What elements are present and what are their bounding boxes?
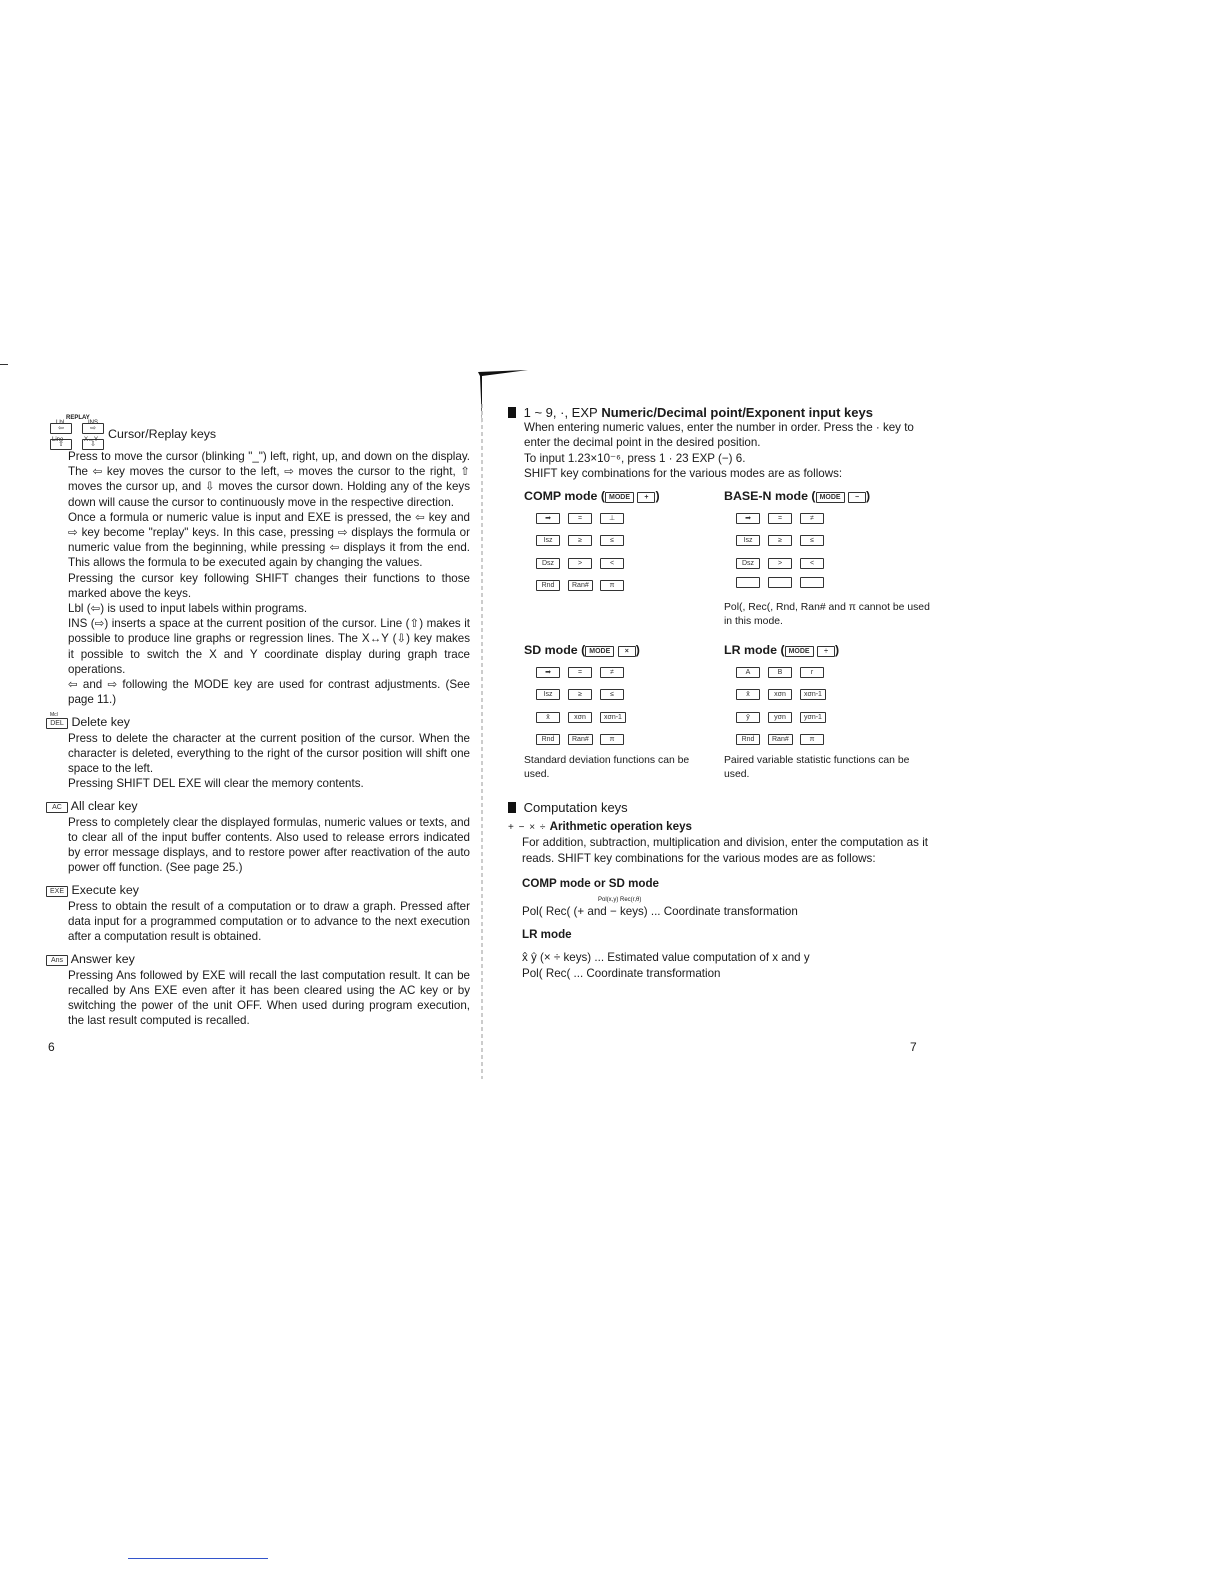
shift-function-key[interactable]: [736, 577, 760, 588]
shift-function-key[interactable]: Rnd: [536, 734, 560, 745]
paragraph: SHIFT key combinations for the various modes are as follows:: [524, 466, 843, 480]
shift-function-key[interactable]: Isz: [736, 535, 760, 546]
mcl-label: Mcl: [50, 712, 58, 719]
left-page: [46, 405, 470, 1028]
delete-section: [46, 712, 470, 791]
shift-function-key[interactable]: xσn-1: [800, 689, 826, 700]
arith-keys: + − × ÷: [508, 822, 547, 834]
arith-text: For addition, subtraction, multiplication and division, enter the computation as it reads. SHIFT key combinations for the various modes are as follows:: [522, 836, 928, 865]
mode-key[interactable]: MODE: [605, 492, 634, 503]
shift-function-key[interactable]: A: [736, 667, 760, 678]
numeric-body: [524, 420, 928, 481]
down-arrow-key[interactable]: ⇩: [82, 439, 104, 450]
shift-function-key[interactable]: Isz: [536, 689, 560, 700]
paragraph: Press to completely clear the displayed formulas, numeric values or texts, and to clear all of the input buffer contents. Also used to release errors indicated by error message displays, and to restore power after reactivation of the auto power off function. (See page 25.): [68, 815, 470, 875]
lr-title: LR mode: [522, 928, 572, 942]
shift-function-key[interactable]: Dsz: [736, 558, 760, 569]
paragraph: Press to move the cursor (blinking "_") left, right, up, and down on the display. The ⇦ key moves the cursor to the left, ⇨ moves the cursor to the right, ⇧ moves the cursor up, and ⇩ moves the cursor down. Holding any of the keys down will cause the cursor to continuously move in the respective direction.: [68, 450, 470, 509]
mode-title: BASE-N mode (: [724, 489, 816, 504]
mode-title-end: ): [835, 643, 840, 658]
lr-line-2: Pol( Rec( ... Coordinate transformation: [522, 966, 721, 980]
shift-function-key[interactable]: π: [600, 734, 624, 745]
mode-note: Standard deviation functions can be used.: [524, 755, 690, 781]
shift-function-key[interactable]: ≥: [568, 689, 592, 700]
cursor-replay-title: Cursor/Replay keys: [108, 427, 217, 441]
shift-function-key[interactable]: <: [800, 558, 824, 569]
shift-function-key[interactable]: Rnd: [536, 580, 560, 591]
paragraph: INS (⇨) inserts a space at the current position of the cursor. Line (⇧) makes it possible to produce line graphs or regression lines. The X↔Y (⇩) key makes it possible to switch the X and Y coordinate display during graph trace operations.: [68, 617, 470, 676]
arith-title: Arithmetic operation keys: [549, 820, 692, 834]
section-marker: [508, 802, 516, 813]
up-arrow-key[interactable]: ⇧: [50, 439, 72, 450]
all-clear-title: All clear key: [70, 799, 138, 814]
numeric-section: [508, 405, 928, 782]
comp-sd-title: COMP mode or SD mode: [522, 876, 659, 890]
shift-function-key[interactable]: ≤: [600, 689, 624, 700]
paragraph: Press to delete the character at the current position of the cursor. When the character is deleted, everything to the right of the cursor position will shift one space to the left.: [68, 731, 470, 776]
mode-keys: [736, 510, 934, 593]
shift-function-key[interactable]: >: [568, 558, 592, 569]
mode-note: Paired variable statistic functions can be used.: [724, 755, 910, 781]
mode-block: [524, 643, 712, 782]
shift-function-key[interactable]: ≤: [800, 535, 824, 546]
shift-function-key[interactable]: Ran#: [568, 734, 593, 745]
execute-section: [46, 883, 470, 944]
section-marker: [508, 407, 516, 418]
shift-function-key[interactable]: =: [568, 667, 592, 678]
shift-function-key[interactable]: Rnd: [736, 734, 760, 745]
mode-title: COMP mode (: [524, 489, 606, 504]
mode-block: [724, 643, 934, 782]
bottom-rule: [128, 1558, 268, 1559]
numeric-title: Numeric/Decimal point/Exponent input keys: [601, 405, 873, 420]
mode-sub-key[interactable]: −: [848, 492, 866, 503]
shift-function-key[interactable]: r: [800, 667, 824, 678]
lr-line-1: x̂ ŷ (× ÷ keys) ... Estimated value computation of x and y: [522, 951, 810, 965]
shift-function-key[interactable]: ≤: [600, 535, 624, 546]
mode-title-end: ): [866, 489, 871, 504]
delete-title: Delete key: [71, 715, 130, 730]
mode-block: [524, 489, 712, 629]
shift-function-key[interactable]: ➡: [536, 513, 560, 524]
mode-sub-key[interactable]: +: [637, 492, 655, 503]
shift-function-key[interactable]: ≠: [800, 513, 824, 524]
shift-function-key[interactable]: ≠: [600, 667, 624, 678]
shift-function-key[interactable]: xσn-1: [600, 712, 626, 723]
shift-function-key[interactable]: π: [800, 734, 824, 745]
all-clear-body: [68, 815, 470, 876]
mode-key[interactable]: MODE: [816, 492, 845, 503]
mode-key[interactable]: MODE: [585, 646, 614, 657]
computation-section: [508, 800, 928, 981]
line-label: Line: [52, 437, 64, 443]
answer-section: [46, 952, 470, 1028]
shift-function-key[interactable]: ➡: [536, 667, 560, 678]
comp-sd-sup: Pol(x,y) Rec(r,θ): [598, 897, 642, 904]
computation-title: Computation keys: [523, 800, 628, 816]
shift-function-key[interactable]: π: [600, 580, 624, 591]
shift-function-key[interactable]: ȳ: [736, 712, 760, 723]
shift-function-key[interactable]: x̄: [536, 712, 560, 723]
shift-function-key[interactable]: ≥: [768, 535, 792, 546]
answer-body: [68, 968, 470, 1029]
ins-label: INS: [88, 420, 99, 426]
paragraph: Once a formula or numeric value is input and EXE is pressed, the ⇦ key and ⇨ key become "replay" keys. In this case, pressing ⇨ displays the formula or numeric value from the beginning, while pressing ⇦ displays it from the end. This allows the formula to be executed again by changing the values.: [68, 510, 470, 570]
paragraph: To input 1.23×10⁻⁶, press 1 · 23 EXP (−) 6.: [524, 451, 746, 465]
shift-function-key[interactable]: B: [768, 667, 792, 678]
shift-function-key[interactable]: =: [568, 513, 592, 524]
paragraph: Pressing SHIFT DEL EXE will clear the memory contents.: [68, 777, 364, 791]
shift-function-key[interactable]: x̄: [736, 689, 760, 700]
shift-function-key[interactable]: xσn: [568, 712, 592, 723]
shift-function-key[interactable]: ➡: [736, 513, 760, 524]
shift-function-key[interactable]: Dsz: [536, 558, 560, 569]
mode-sub-key[interactable]: ×: [618, 646, 636, 657]
mode-title-end: ): [635, 643, 640, 658]
shift-function-key[interactable]: Ran#: [768, 734, 793, 745]
replay-label: REPLAY: [66, 415, 90, 421]
paragraph: ⇦ and ⇨ following the MODE key are used for contrast adjustments. (See page 11.): [68, 678, 470, 707]
shift-function-key[interactable]: Isz: [536, 535, 560, 546]
paragraph: Press to obtain the result of a computation or to draw a graph. Pressed after data input for a programmed computation or to advance to the next execution after a computation result is obtained.: [68, 899, 470, 944]
mode-block: [724, 489, 934, 629]
left-arrow-key[interactable]: ⇦: [50, 423, 72, 434]
shift-function-key[interactable]: [800, 577, 824, 588]
mode-keys: [536, 510, 712, 592]
shift-function-key[interactable]: yσn-1: [800, 712, 826, 723]
shift-function-key[interactable]: ≥: [568, 535, 592, 546]
mode-note: Pol(, Rec(, Rnd, Ran# and π cannot be used in this mode.: [724, 602, 930, 628]
paragraph: Pressing Ans followed by EXE will recall the last computation result. It can be recalled by Ans EXE even after it has been cleared using the AC key or by switching the power of the unit OFF. When used during program execution, the last result computed is recalled.: [68, 968, 470, 1028]
mode-title: SD mode (: [524, 643, 586, 658]
mode-key[interactable]: MODE: [785, 646, 814, 657]
shift-function-key[interactable]: =: [768, 513, 792, 524]
mode-title-end: ): [655, 489, 660, 504]
shift-function-key[interactable]: xσn: [768, 689, 792, 700]
numeric-keys-title: 1 ~ 9, ·, EXP: [523, 405, 598, 420]
mode-title: LR mode (: [724, 643, 785, 658]
mode-keys: [536, 664, 712, 746]
margin-dash: [0, 364, 8, 365]
shift-function-key[interactable]: ⊥: [600, 513, 624, 524]
del-key[interactable]: DEL: [46, 718, 68, 729]
execute-body: [68, 899, 470, 945]
page-number-left: 6: [48, 1040, 55, 1054]
lbl-label: Lbl: [56, 420, 65, 426]
mode-keys: [736, 664, 934, 746]
delete-body: [68, 731, 470, 792]
paragraph: Pressing the cursor key following SHIFT changes their functions to those marked above the keys.: [68, 571, 470, 600]
paragraph: When entering numeric values, enter the number in order. Press the · key to enter the decimal point in the desired position.: [524, 421, 914, 450]
mode-sub-key[interactable]: ÷: [817, 646, 835, 657]
shift-function-key[interactable]: [768, 577, 792, 588]
xy-label: X↔Y: [84, 437, 99, 443]
execute-title: Execute key: [71, 883, 139, 898]
paragraph: Lbl (⇦) is used to input labels within programs.: [68, 602, 308, 616]
comp-sd-line: Pol( Rec( (+ and − keys) ... Coordinate transformation: [522, 905, 798, 919]
mode-grid: [524, 489, 928, 782]
exe-key[interactable]: EXE: [46, 886, 68, 897]
shift-function-key[interactable]: yσn: [768, 712, 792, 723]
answer-title: Answer key: [70, 952, 135, 967]
page-number-right: 7: [910, 1040, 917, 1054]
cursor-replay-section: [46, 411, 470, 707]
right-arrow-key[interactable]: ⇨: [82, 423, 104, 434]
cursor-replay-body: [68, 449, 470, 707]
right-page: [508, 405, 928, 981]
shift-function-key[interactable]: Ran#: [568, 580, 593, 591]
shift-function-key[interactable]: >: [768, 558, 792, 569]
shift-function-key[interactable]: <: [600, 558, 624, 569]
ac-key[interactable]: AC: [46, 802, 68, 813]
all-clear-section: [46, 799, 470, 875]
ans-key[interactable]: Ans: [46, 955, 68, 966]
